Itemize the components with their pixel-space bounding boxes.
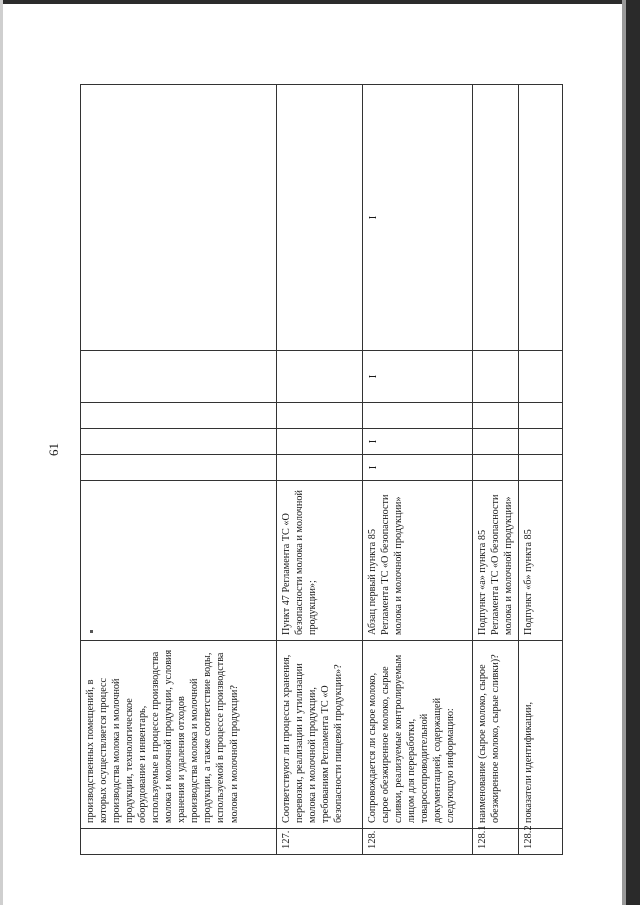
note-cell <box>519 85 563 351</box>
answer-cell-extra: I <box>363 351 473 403</box>
answer-cell-no: I <box>363 429 473 455</box>
note-cell <box>473 85 519 351</box>
checklist-table <box>80 84 563 855</box>
reference-cell: Пункт 47 Регламента ТС «О безопасности молока и молочной продукции»; <box>277 481 363 641</box>
answer-cell-na <box>519 403 563 429</box>
scan-edge-left <box>0 0 3 905</box>
table-row <box>277 85 363 855</box>
table-row <box>363 85 473 855</box>
answer-cell-yes <box>277 455 363 481</box>
reference-cell: Абзац первый пункта 85 Регламента ТС «О безопасности молока и молочной продукции» <box>363 481 473 641</box>
row-number: 128.2 <box>519 829 563 855</box>
answer-cell-na <box>81 403 277 429</box>
page-number: 61 <box>46 443 61 456</box>
question-cell: Соответствуют ли процессы хранения, перевозки, реализации и утилизации молока и молочной продукции, требованиям Регламента ТС «О безопасности пищевой продукции»? <box>277 641 363 829</box>
answer-cell-no <box>519 429 563 455</box>
note-cell <box>277 85 363 351</box>
answer-cell-yes <box>519 455 563 481</box>
answer-cell-na <box>363 403 473 429</box>
row-number: 128.1 <box>473 829 519 855</box>
row-number <box>81 829 277 855</box>
question-cell: наименование (сырое молоко, сырое обезжиренное молоко, сырые сливки)? <box>473 641 519 829</box>
answer-cell-yes <box>473 455 519 481</box>
question-cell: производственных помещений, в которых осуществляется процесс производства молока и молочной продукции, технологическое оборудование и инвентарь, используемые в процессе производства молока и молочной продукции, условия хранения и удаления отходов производства молока и молочной продукции, а также соответствие воды, используемой в процессе производства молока и молочной продукции? <box>81 641 277 829</box>
question-cell: показатели идентификации, <box>519 641 563 829</box>
answer-cell-extra <box>277 351 363 403</box>
answer-cell-na <box>473 403 519 429</box>
rotated-table-container <box>80 85 560 855</box>
answer-cell-yes: I <box>363 455 473 481</box>
scan-edge-right <box>626 0 640 905</box>
reference-cell: Подпункт «а» пункта 85 Регламента ТС «О безопасности молока и молочной продукции» <box>473 481 519 641</box>
answer-cell-no <box>81 429 277 455</box>
row-number: 128. <box>363 829 473 855</box>
answer-cell-extra <box>519 351 563 403</box>
answer-cell-yes <box>81 455 277 481</box>
scan-speck <box>90 630 93 633</box>
answer-cell-extra <box>473 351 519 403</box>
answer-cell-no <box>473 429 519 455</box>
note-cell: I <box>363 85 473 351</box>
answer-cell-no <box>277 429 363 455</box>
table-row <box>473 85 519 855</box>
reference-cell: Подпункт «б» пункта 85 <box>519 481 563 641</box>
answer-cell-na <box>277 403 363 429</box>
table-row <box>519 85 563 855</box>
scan-edge-top <box>0 0 640 4</box>
answer-cell-extra <box>81 351 277 403</box>
question-cell: Сопровождается ли сырое молоко, сырое обезжиренное молоко, сырые сливки, реализуемые контролируемым лицом для переработки, товаросопроводительной документацией, содержащей следующую информацию: <box>363 641 473 829</box>
note-cell <box>81 85 277 351</box>
row-number: 127. <box>277 829 363 855</box>
reference-cell <box>81 481 277 641</box>
table-row <box>81 85 277 855</box>
